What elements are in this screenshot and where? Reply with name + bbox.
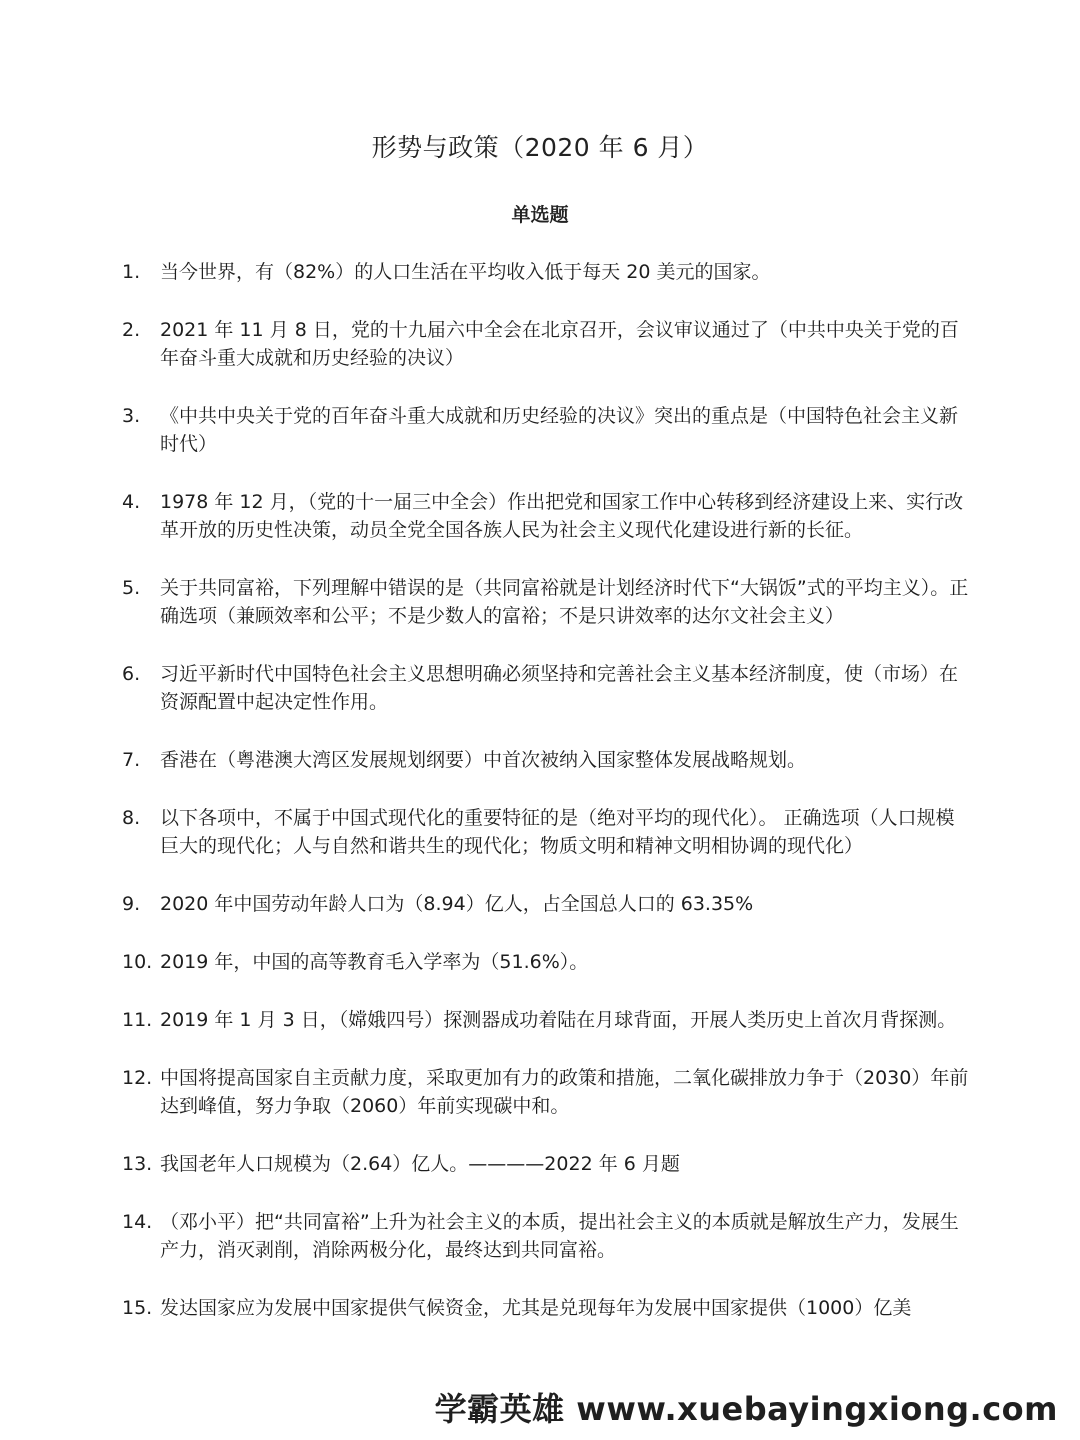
question-text: 1978 年 12 月，（党的十一届三中全会）作出把党和国家工作中心转移到经济建设上来、实行改革开放的历史性决策，动员全党全国各族人民为社会主义现代化建设进行新的长征。 [160, 491, 964, 541]
section-heading: 单选题 [511, 204, 569, 226]
footer-watermark: 学霸英雄 www.xuebayingxiong.com [434, 1390, 1058, 1428]
question-number: 5. [122, 577, 141, 599]
question-number: 14. [122, 1211, 153, 1233]
question-item [122, 660, 972, 716]
question-text: 习近平新时代中国特色社会主义思想明确必须坚持和完善社会主义基本经济制度，使（市场）在资源配置中起决定性作用。 [160, 663, 959, 713]
question-item [122, 1006, 972, 1034]
question-item [122, 890, 972, 918]
question-item [122, 1208, 972, 1264]
question-text: 发达国家应为发展中国家提供气候资金，尤其是兑现每年为发展中国家提供（1000）亿美 [160, 1297, 912, 1319]
question-text: 香港在（粤港澳大湾区发展规划纲要）中首次被纳入国家整体发展战略规划。 [160, 749, 807, 771]
question-number: 13. [122, 1153, 153, 1175]
question-item [122, 1294, 972, 1322]
question-list [122, 258, 972, 1352]
question-item [122, 948, 972, 976]
question-text: 关于共同富裕，下列理解中错误的是（共同富裕就是计划经济时代下“大锅饭”式的平均主义）。正确选项（兼顾效率和公平；不是少数人的富裕；不是只讲效率的达尔文社会主义） [160, 577, 969, 627]
question-text: 2019 年，中国的高等教育毛入学率为（51.6%）。 [160, 951, 589, 973]
question-number: 8. [122, 807, 141, 829]
question-number: 1. [122, 261, 141, 283]
question-item [122, 574, 972, 630]
question-number: 7. [122, 749, 141, 771]
question-item [122, 746, 972, 774]
question-number: 15. [122, 1297, 153, 1319]
question-number: 11. [122, 1009, 153, 1031]
question-item [122, 316, 972, 372]
question-item [122, 258, 972, 286]
question-item [122, 402, 972, 458]
question-text: 《中共中央关于党的百年奋斗重大成就和历史经验的决议》突出的重点是（中国特色社会主义新时代） [160, 405, 959, 455]
document-title: 形势与政策（2020 年 6 月） [371, 133, 709, 162]
question-text: 我国老年人口规模为（2.64）亿人。————2022 年 6 月题 [160, 1153, 680, 1175]
question-number: 3. [122, 405, 141, 427]
question-item [122, 804, 972, 860]
question-text: 当今世界，有（82%）的人口生活在平均收入低于每天 20 美元的国家。 [160, 261, 771, 283]
question-text: 以下各项中，不属于中国式现代化的重要特征的是（绝对平均的现代化）。 正确选项（人口规模巨大的现代化；人与自然和谐共生的现代化；物质文明和精神文明相协调的现代化） [160, 807, 955, 857]
question-text: 2019 年 1 月 3 日，（嫦娥四号）探测器成功着陆在月球背面，开展人类历史上首次月背探测。 [160, 1009, 957, 1031]
question-item [122, 488, 972, 544]
question-item [122, 1064, 972, 1120]
question-text: （邓小平）把“共同富裕”上升为社会主义的本质，提出社会主义的本质就是解放生产力，发展生产力，消灭剥削，消除两极分化，最终达到共同富裕。 [160, 1211, 959, 1261]
question-number: 9. [122, 893, 141, 915]
question-text: 中国将提高国家自主贡献力度，采取更加有力的政策和措施，二氧化碳排放力争于（2030）年前达到峰值，努力争取（2060）年前实现碳中和。 [160, 1067, 969, 1117]
question-number: 2. [122, 319, 141, 341]
question-number: 10. [122, 951, 153, 973]
question-number: 4. [122, 491, 141, 513]
question-number: 12. [122, 1067, 153, 1089]
question-text: 2021 年 11 月 8 日，党的十九届六中全会在北京召开，会议审议通过了（中共中央关于党的百年奋斗重大成就和历史经验的决议） [160, 319, 959, 369]
question-number: 6. [122, 663, 141, 685]
question-item [122, 1150, 972, 1178]
question-text: 2020 年中国劳动年龄人口为（8.94）亿人，占全国总人口的 63.35% [160, 893, 754, 915]
